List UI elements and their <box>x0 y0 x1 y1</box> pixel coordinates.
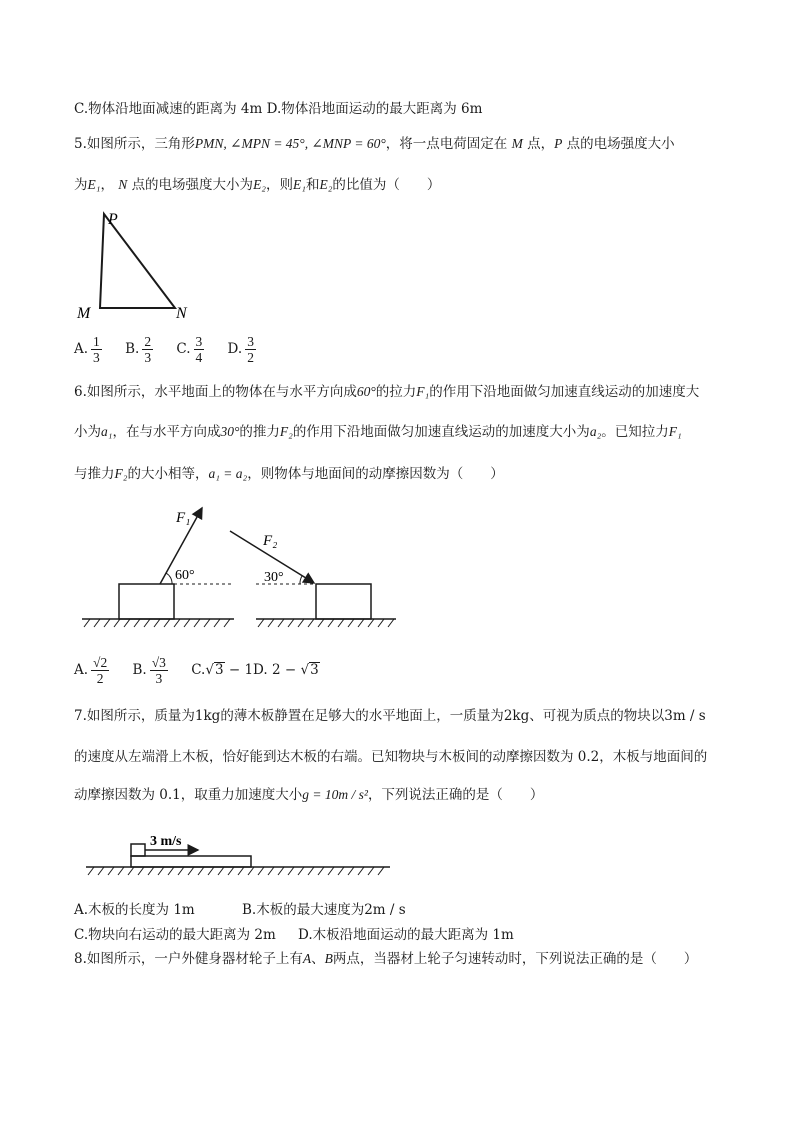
q7-options-ab <box>74 901 406 919</box>
q7-text: 7.如图所示，质量为 <box>74 708 195 724</box>
q6-var-f1: F₁ <box>668 424 682 439</box>
denominator: 3 <box>155 671 163 686</box>
wooden-board <box>131 856 251 867</box>
q5-var-n: N <box>118 177 128 192</box>
q7-mass-block: 2kg <box>503 708 530 724</box>
q8-text: 8.如图所示，一户外健身器材轮子上有 <box>74 951 303 967</box>
option-prefix: C. <box>191 662 206 678</box>
radicand: 3 <box>214 662 224 678</box>
q7-mass-board: 1kg <box>194 708 221 724</box>
q5-text: ，将一点电荷固定在 <box>385 136 508 152</box>
q5-text: 和 <box>305 177 320 193</box>
q8-text: 、 <box>311 951 325 967</box>
q6-text: 的拉力 <box>375 384 417 400</box>
q5-option-a[interactable] <box>74 334 105 365</box>
numerator: 1 <box>93 334 100 349</box>
option-prefix: B. <box>125 341 140 357</box>
block-left <box>119 584 174 619</box>
q5-stem-line1 <box>74 135 675 153</box>
ground-hatch-right <box>258 619 394 627</box>
q8-stem-line1 <box>74 950 697 968</box>
numerator: √3 <box>151 655 166 670</box>
label-f2: F₂ <box>263 533 278 549</box>
q7-board-figure <box>74 822 394 882</box>
denominator: 4 <box>195 350 203 365</box>
fraction <box>142 334 153 365</box>
option-prefix: C. <box>176 341 191 357</box>
option-prefix: D. <box>227 341 243 357</box>
q6-stem-line2 <box>74 423 682 441</box>
q6-stem-line1 <box>74 383 699 401</box>
q7-stem-line1 <box>74 707 706 725</box>
numerator: 3 <box>247 334 254 349</box>
q5-option-c[interactable] <box>176 334 207 365</box>
ground-hatch-left <box>84 619 230 627</box>
angle-arc-30 <box>300 576 302 584</box>
q5-text: 点， <box>527 136 555 152</box>
q6-var-f1: F₁ <box>416 384 430 399</box>
q6-angle: 30° <box>220 424 240 439</box>
q5-var-m: M <box>511 136 523 151</box>
fraction <box>150 655 168 686</box>
small-block <box>131 844 145 856</box>
block-right <box>316 584 371 619</box>
label-30: 30° <box>264 570 284 585</box>
q8-point-b: B <box>324 951 333 966</box>
q5-var-e2: E₂ <box>319 177 333 192</box>
q6-var-f2: F₂ <box>279 424 293 439</box>
fraction <box>245 334 256 365</box>
numerator: 3 <box>195 334 203 349</box>
q5-text: ， <box>100 177 114 193</box>
q6-option-b[interactable] <box>133 655 171 686</box>
q6-text: ，在与水平方向成 <box>112 424 221 440</box>
q5-angle-expr: PMN, ∠MPN = 45°, ∠MNP = 60° <box>194 136 386 151</box>
q5-text: 的比值为（ ） <box>332 177 441 193</box>
label-60: 60° <box>175 568 195 583</box>
denominator: 3 <box>93 350 100 365</box>
q5-text: 点的电场强度大小为 <box>131 177 254 193</box>
q6-force-figure <box>74 500 404 635</box>
q5-var-e2: E₂ <box>253 177 267 192</box>
q6-var-f2: F₂ <box>114 466 128 481</box>
q5-var-e1: E₁ <box>87 177 101 192</box>
q7-text: 、可视为质点的物块以 <box>529 708 665 724</box>
q5-option-d[interactable] <box>228 334 259 365</box>
numerator: √2 <box>93 655 108 670</box>
label-m: M <box>77 305 91 322</box>
option-prefix: D. 2 − <box>253 662 297 678</box>
q5-stem-line2 <box>74 176 440 194</box>
q6-text: 的作用下沿地面做匀加速直线运动的加速度大 <box>429 384 700 400</box>
q4-options-cd <box>74 100 482 118</box>
radicand: 3 <box>310 662 319 678</box>
q6-text: 的大小相等， <box>127 466 209 482</box>
q5-text: 5.如图所示，三角形 <box>74 136 195 152</box>
q6-text: 。已知拉力 <box>601 424 669 440</box>
q7-option-a[interactable]: A.木板的长度为 1m <box>74 902 195 918</box>
option-tail: − 1 <box>224 662 254 678</box>
q7-options-cd <box>74 926 514 944</box>
q6-text: 与推力 <box>74 466 115 482</box>
q7-text: 动摩擦因数为 0.1，取重力加速度大小 <box>74 787 303 803</box>
angle-arc-60 <box>166 573 172 584</box>
q7-option-c[interactable]: C.物块向右运动的最大距离为 2m <box>74 927 276 943</box>
option-prefix: A. <box>74 341 89 357</box>
option-prefix: B. <box>132 662 147 678</box>
q6-option-a[interactable] <box>74 655 112 686</box>
q6-options <box>74 655 320 695</box>
q6-option-d[interactable]: D. 2 − √3 <box>253 662 319 678</box>
numerator: 2 <box>144 334 152 349</box>
q5-text: 点的电场强度大小 <box>566 136 675 152</box>
fraction <box>194 334 205 365</box>
label-velocity: 3 m/s <box>150 834 182 849</box>
fraction <box>91 334 102 365</box>
denominator: 2 <box>96 671 104 686</box>
q7-text: 的薄木板静置在足够大的水平地面上，一质量为 <box>220 708 504 724</box>
fraction <box>91 655 109 686</box>
q7-stem-line3 <box>74 786 543 804</box>
q5-option-b[interactable] <box>125 334 156 365</box>
q4-option-c: C.物体沿地面减速的距离为 4m <box>74 101 263 117</box>
q5-options <box>74 334 275 374</box>
q4-option-d: D.物体沿地面运动的最大距离为 6m <box>266 101 483 117</box>
q8-text: 两点，当器材上轮子匀速转动时，下列说法正确的是（ ） <box>332 951 698 967</box>
q6-stem-line3 <box>74 465 504 483</box>
q7-option-d[interactable]: D.木板沿地面运动的最大距离为 1m <box>298 927 514 943</box>
q8-point-a: A <box>302 951 312 966</box>
q5-var-e1: E₁ <box>293 177 306 192</box>
q7-text: ，下列说法正确的是（ ） <box>367 787 544 803</box>
q5-var-p: P <box>554 136 563 151</box>
q6-accel-equality: a₁ = a₂ <box>208 466 248 481</box>
q6-text: ，则物体与地面间的动摩擦因数为（ ） <box>247 466 504 482</box>
q7-option-b[interactable] <box>242 902 406 918</box>
q6-text: 的作用下沿地面做匀加速直线运动的加速度大小为 <box>292 424 590 440</box>
option-value: 2m / s <box>364 902 406 918</box>
denominator: 3 <box>144 350 152 365</box>
q6-var-a1: a₁ <box>101 424 113 439</box>
q6-text: 6.如图所示，水平地面上的物体在与水平方向成 <box>74 384 357 400</box>
q5-triangle-figure <box>74 206 204 324</box>
option-prefix: A. <box>74 662 89 678</box>
q5-text: ，则 <box>266 177 294 193</box>
q6-var-a2: a₂ <box>589 424 602 439</box>
option-text: B.木板的最大速度为 <box>242 902 365 918</box>
q7-stem-line2: 的速度从左端滑上木板，恰好能到达木板的右端。已知物块与木板间的动摩擦因数为 0.2，木板与地面间的 <box>74 749 708 765</box>
q7-gravity: g = 10m / s² <box>302 787 368 802</box>
ground-hatch <box>88 867 384 875</box>
label-f1: F₁ <box>176 510 191 526</box>
label-n: N <box>176 305 187 322</box>
q6-angle: 60° <box>356 384 376 399</box>
q5-text: 为 <box>74 177 88 193</box>
q6-text: 的推力 <box>239 424 280 440</box>
denominator: 2 <box>247 350 254 365</box>
q7-speed: 3m / s <box>664 708 706 724</box>
q6-option-c[interactable]: C.√3 − 1 <box>191 662 254 678</box>
q6-text: 小为 <box>74 424 101 440</box>
label-p: P <box>108 211 118 228</box>
